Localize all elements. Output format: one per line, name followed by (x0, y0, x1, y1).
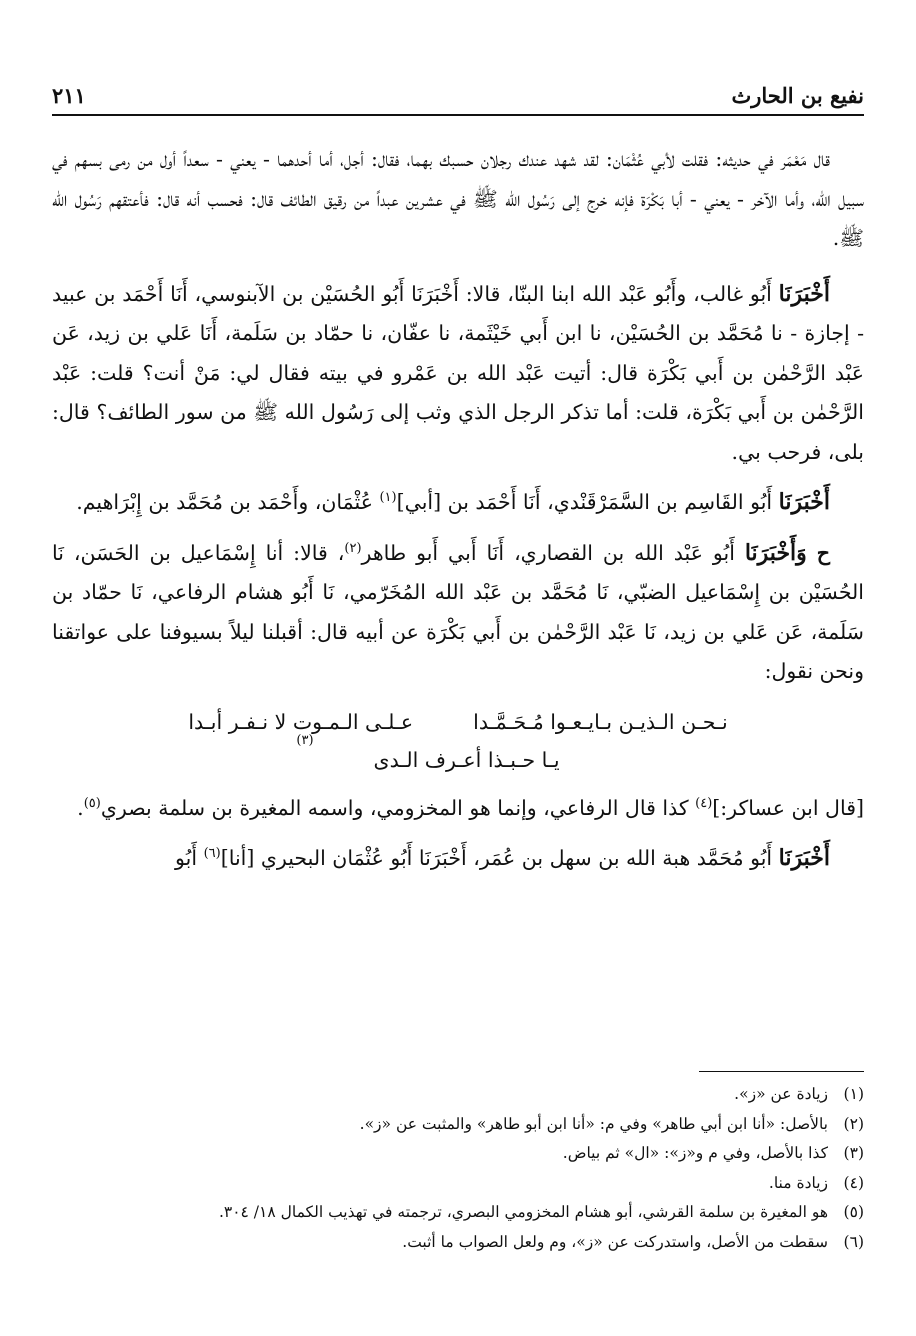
poem-line-2-text: يـا حـبـذا أعـرف الـدى (373, 747, 560, 772)
akhbarana-keyword: أَخْبَرَنَا (778, 280, 830, 307)
footnote-number: (٣) (843, 1144, 864, 1163)
footnote-text: هو المغيرة بن سلمة القرشي، أبو هشام المخزومي البصري، ترجمته في تهذيب الكمال ١٨/ ٣٠٤. (218, 1203, 828, 1222)
footnote-text: كذا بالأصل، وفي م و«ز»: «ال» ثم بياض. (562, 1144, 828, 1163)
footnote (52, 1228, 864, 1258)
page-number: ٢١١ (52, 83, 86, 108)
footnote-number: (٥) (843, 1203, 864, 1222)
page-header (52, 76, 864, 116)
footnote-number: (٤) (843, 1173, 864, 1192)
poem-line-1 (52, 703, 864, 741)
footnote-ref-6: (٦) (203, 846, 221, 862)
paragraph-1 (52, 140, 864, 259)
footnote (52, 1169, 864, 1199)
akhbarana-keyword: أَخْبَرَنَا (778, 489, 830, 515)
poem-hemistich-left: عـلـى الـمـوت لا نـفـر أبـدا (188, 709, 414, 734)
paragraph-2-text: أَبُو غالب، وأَبُو عَبْد الله ابنا البنّا، قالا: أَخْبَرَنَا أَبُو الحُسَيْن بن الآبنوسي، أَنَا أَحْمَد بن عبيد - إجازة - نا مُحَمَّد بن الحُسَيْن، نا ابن أَبي خَيْثَمة، نا عفّان، نا حمّاد بن سَلَمة، أَنَا عَلي بن زيد، عَن عَبْد الرَّحْمٰن بن أَبي بَكْرَة قال: أتيت عَبْد الله بن عَمْرو في بيته فقال لي: مَنْ أنت؟ قلت: عَبْد الرَّحْمٰن بن أَبي بَكْرَة، قلت: أما تذكر الرجل الذي وثب إلى رَسُول الله ﷺ من سور الطائف؟ قال: بلى، فرحب بي. (52, 281, 864, 464)
paragraph-5 (52, 789, 864, 829)
footnote-text: سقطت من الأصل، واستدركت عن «ز»، وم ولعل الصواب ما أثبت. (402, 1232, 828, 1251)
main-text (52, 140, 864, 890)
poem-hemistich-right: نـحـن الـذيـن بـايـعـوا مُـحَـمَّـدا (473, 709, 728, 734)
poem (52, 703, 864, 779)
footnote-ref-5: (٥) (83, 795, 101, 811)
paragraph-6 (52, 839, 864, 879)
paragraph-5-end: . (77, 795, 84, 820)
footnote-text: زيادة منا. (768, 1173, 828, 1192)
footnote-text: بالأصل: «أنا ابن أبي طاهر» وفي م: «أنا ابن أبو طاهر» والمثبت عن «ز». (359, 1114, 828, 1133)
paragraph-3 (52, 483, 864, 523)
footnote (52, 1080, 864, 1110)
paragraph-3-text: أَبُو القَاسِم بن السَّمَرْقَنْدي، أَنَا أَحْمَد بن [أبي] (396, 490, 773, 514)
akhbarana-keyword: أَخْبَرَنَا (778, 845, 830, 871)
footnote-number: (٢) (843, 1114, 864, 1133)
running-title: نفيع بن الحارث (731, 83, 864, 108)
footnote-divider (699, 1071, 864, 1072)
hah-transition-mark: ح (816, 540, 830, 565)
paragraph-3-text-cont: عُثْمَان، وأَحْمَد بن مُحَمَّد بن إِبْرَاهيم. (76, 490, 373, 514)
footnote-ref-1: (١) (379, 490, 397, 506)
poem-line-2 (52, 732, 864, 779)
paragraph-1-text: قال مَعْمَر في حديثه: فقلت لأبي عُثْمَان: لقد شهد عندك رجلان حسبك بهما، فقال: أجل، أما أحدهما - يعني - سعداً أول من رمى بسهم في سبيل الله، وأما الآخر - يعني - أبا بَكْرَة فإنه خرج إلى رَسُول الله ﷺ في عشرين عبداً من رقيق الطائف قال: فحسب أنه قال: فأعتقهم رَسُول الله ﷺ. (52, 147, 864, 250)
paragraph-2 (52, 275, 864, 473)
footnote-ref-3: (٣) (296, 732, 314, 748)
paragraph-6-text: أَبُو مُحَمَّد هبة الله بن سهل بن عُمَر، أَخْبَرَنَا أَبُو عُثْمَان البحيري [أنا] (220, 846, 773, 870)
paragraph-4-text: أَبُو عَبْد الله بن القصاري، أَنَا أَبي أَبو طاهر (361, 540, 735, 565)
paragraph-4-text-cont: ، قالا: أنا إِسْمَاعيل بن الحَسَن، نَا الحُسَيْن بن إِسْمَاعيل الضبّي، نَا مُحَمَّد بن عَبْد الله المُخَرّمي، نَا أَبُو هشام الرفاعي، نَا حمّاد بن سَلَمة، عَن عَلي بن زيد، نَا عَبْد الرَّحْمٰن بن أَبي بَكْرَة عن أبيه قال: أقبلنا ليلاً بسيوفنا على عواتقنا ونحن نقول: (52, 540, 864, 683)
paragraph-4 (52, 534, 864, 692)
paragraph-5-text: [قال ابن عساكر:] (712, 795, 864, 820)
footnote-ref-4: (٤) (695, 795, 713, 811)
footnote-text: زيادة عن «ز». (734, 1085, 828, 1103)
footnote (52, 1139, 864, 1169)
footnotes (52, 1080, 864, 1258)
footnote (52, 1110, 864, 1140)
footnote-number: (١) (843, 1085, 864, 1103)
paragraph-6-text-cont: أَبُو (175, 846, 198, 870)
footnote (52, 1198, 864, 1228)
footnote-number: (٦) (843, 1232, 864, 1251)
wa-akhbarana-keyword: وَأَخْبَرَنَا (744, 539, 807, 566)
paragraph-5-text-cont: كذا قال الرفاعي، وإنما هو المخزومي، واسمه المغيرة بن سلمة بصري (100, 795, 689, 820)
footnote-ref-2: (٢) (344, 540, 362, 556)
